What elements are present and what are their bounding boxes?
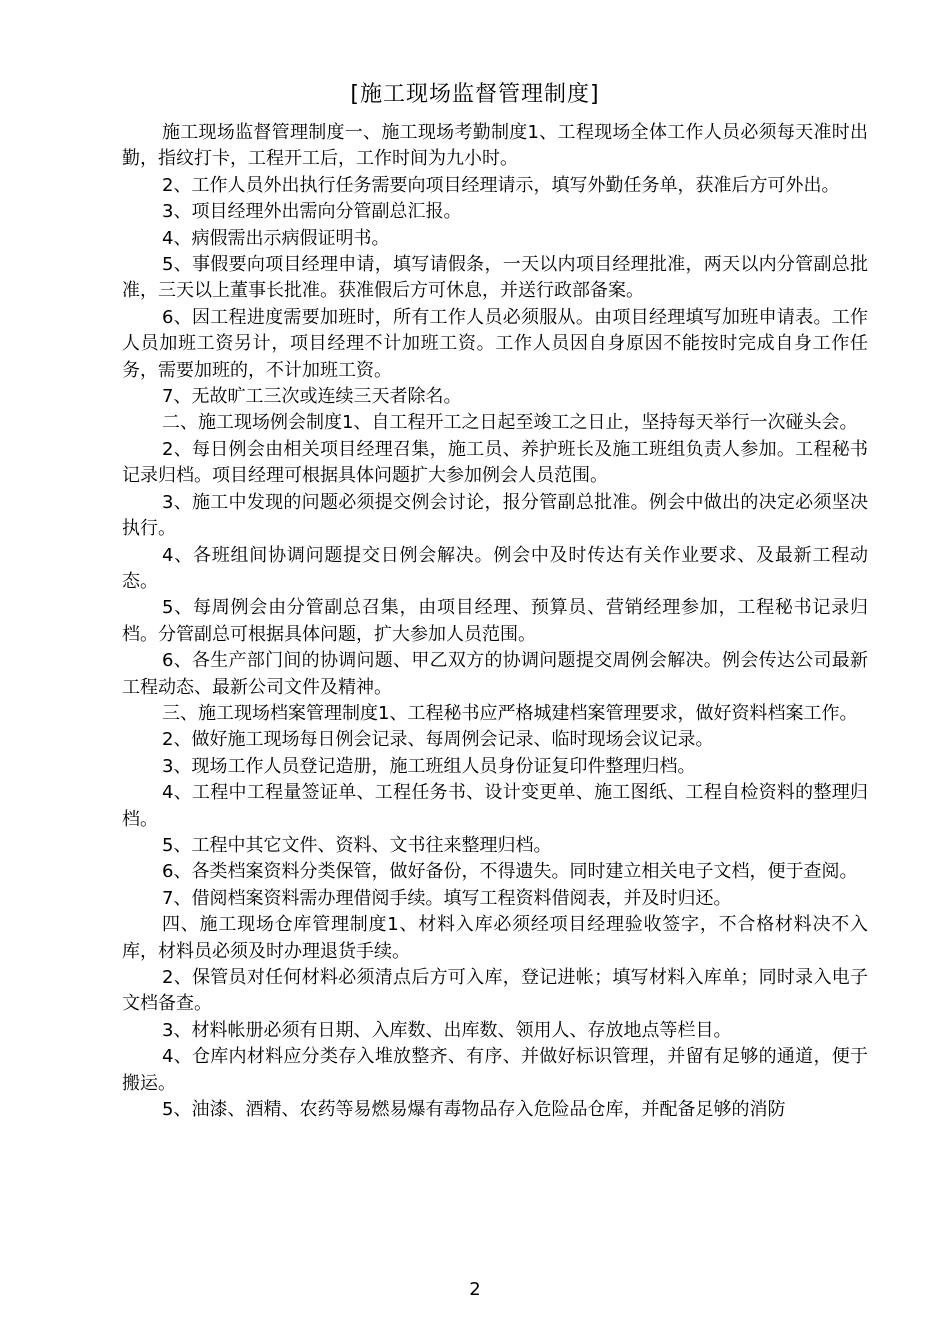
- paragraph: 4、病假需出示病假证明书。: [162, 227, 390, 249]
- paragraph: 5、油漆、酒精、农药等易燃易爆有毒物品存入危险品仓库，并配备足够的消防: [162, 1099, 786, 1121]
- paragraph: 三、施工现场档案管理制度1、工程秘书应严格城建档案管理要求，做好资料档案工作。: [162, 702, 858, 724]
- paragraph: 6、各生产部门间的协调问题、甲乙双方的协调问题提交周例会解决。例会传达公司最新工程动态、最新公司文件及精神。: [122, 650, 868, 698]
- paragraph: 2、工作人员外出执行任务需要向项目经理请示，填写外勤任务单，获准后方可外出。: [162, 174, 840, 196]
- paragraph: 3、材料帐册必须有日期、入库数、出库数、领用人、存放地点等栏目。: [162, 1019, 732, 1041]
- paragraph: 4、工程中工程量签证单、工程任务书、设计变更单、施工图纸、工程自检资料的整理归档。: [122, 782, 868, 830]
- paragraph: 6、因工程进度需要加班时，所有工作人员必须服从。由项目经理填写加班申请表。工作人员加班工资另计，项目经理不计加班工资。工作人员因自身原因不能按时完成自身工作任务，需要加班的，不计加班工资。: [122, 306, 868, 381]
- paragraph: 2、每日例会由相关项目经理召集，施工员、养护班长及施工班组负责人参加。工程秘书记录归档。项目经理可根据具体问题扩大参加例会人员范围。: [122, 438, 868, 487]
- paragraph: 2、做好施工现场每日例会记录、每周例会记录、临时现场会议记录。: [162, 729, 714, 751]
- paragraph: 施工现场监督管理制度一、施工现场考勤制度1、工程现场全体工作人员必须每天准时出勤，指纹打卡，工程开工后，工作时间为九小时。: [122, 122, 868, 170]
- document-body: [122, 120, 868, 1123]
- paragraph: 3、项目经理外出需向分管副总汇报。: [162, 201, 462, 223]
- paragraph: 5、事假要向项目经理申请，填写请假条，一天以内项目经理批准，两天以内分管副总批准，三天以上董事长批准。获准假后方可休息，并送行政部备案。: [122, 254, 868, 302]
- document-title: [施工现场监督管理制度]: [350, 82, 600, 107]
- paragraph: 7、借阅档案资料需办理借阅手续。填写工程资料借阅表，并及时归还。: [162, 887, 732, 909]
- page-number: 2: [469, 1279, 481, 1300]
- paragraph: 3、施工中发现的问题必须提交例会讨论，报分管副总批准。例会中做出的决定必须坚决执行。: [122, 491, 868, 540]
- paragraph: 4、各班组间协调问题提交日例会解决。例会中及时传达有关作业要求、及最新工程动态。: [122, 544, 868, 592]
- paragraph: 3、现场工作人员登记造册，施工班组人员身份证复印件整理归档。: [162, 755, 696, 777]
- paragraph: 5、工程中其它文件、资料、文书往来整理归档。: [162, 834, 552, 856]
- paragraph: 二、施工现场例会制度1、自工程开工之日起至竣工之日止，坚持每天举行一次碰头会。: [162, 412, 858, 434]
- paragraph: 5、每周例会由分管副总召集，由项目经理、预算员、营销经理参加，工程秘书记录归档。分管副总可根据具体问题，扩大参加人员范围。: [122, 597, 868, 645]
- paragraph: 2、保管员对任何材料必须清点后方可入库，登记进帐；填写材料入库单；同时录入电子文档备查。: [122, 967, 868, 1015]
- paragraph: 四、施工现场仓库管理制度1、材料入库必须经项目经理验收签字，不合格材料决不入库，材料员必须及时办理退货手续。: [122, 914, 868, 962]
- paragraph: 6、各类档案资料分类保管，做好备份，不得遗失。同时建立相关电子文档，便于查阅。: [162, 861, 858, 883]
- paragraph: 4、仓库内材料应分类存入堆放整齐、有序、并做好标识管理，并留有足够的通道，便于搬运。: [122, 1046, 868, 1094]
- paragraph: 7、无故旷工三次或连续三天者除名。: [162, 386, 462, 408]
